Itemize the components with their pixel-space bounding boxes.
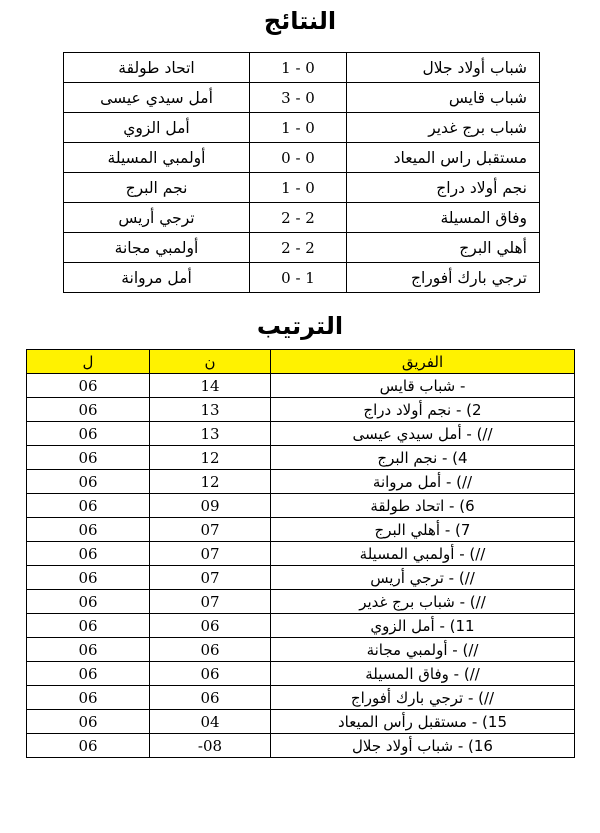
result-row: [64, 53, 540, 83]
standings-team: 2) - نجم أولاد دراج: [271, 398, 575, 422]
standings-team: //) - شباب برج غدير: [271, 590, 575, 614]
standings-points: 13: [150, 422, 271, 446]
standings-played: 06: [27, 566, 150, 590]
standings-team: 7) - أهلي البرج: [271, 518, 575, 542]
result-score: 2 - 2: [250, 233, 347, 263]
standings-row: [27, 614, 575, 638]
standings-points: 09: [150, 494, 271, 518]
standings-row: [27, 686, 575, 710]
standings-header-row: [27, 350, 575, 374]
result-away-team: أمل الزوي: [64, 113, 250, 143]
result-home-team: أهلي البرج: [347, 233, 540, 263]
result-away-team: أمل سيدي عيسى: [64, 83, 250, 113]
standings-points: 06: [150, 614, 271, 638]
result-home-team: نجم أولاد دراج: [347, 173, 540, 203]
standings-row: [27, 446, 575, 470]
result-score: 1 - 0: [250, 173, 347, 203]
standings-points: 07: [150, 566, 271, 590]
result-away-team: ترجي أريس: [64, 203, 250, 233]
standings-row: [27, 710, 575, 734]
standings-points: 07: [150, 518, 271, 542]
standings-played: 06: [27, 614, 150, 638]
standings-team: 16) - شباب أولاد جلال: [271, 734, 575, 758]
standings-team: 11) - أمل الزوي: [271, 614, 575, 638]
standings-played: 06: [27, 470, 150, 494]
result-home-team: مستقبل راس الميعاد: [347, 143, 540, 173]
standings-row: [27, 470, 575, 494]
standings-played: 06: [27, 446, 150, 470]
standings-row: [27, 638, 575, 662]
standings-row: [27, 566, 575, 590]
standings-points: 13: [150, 398, 271, 422]
standings-row: [27, 518, 575, 542]
result-row: [64, 233, 540, 263]
standings-played: 06: [27, 662, 150, 686]
standings-points: 07: [150, 542, 271, 566]
standings-row: [27, 422, 575, 446]
result-away-team: أولمبي مجانة: [64, 233, 250, 263]
result-home-team: وفاق المسيلة: [347, 203, 540, 233]
standings-played: 06: [27, 590, 150, 614]
standings-table: [26, 349, 575, 758]
result-score: 3 - 0: [250, 83, 347, 113]
result-row: [64, 203, 540, 233]
standings-points: -08: [150, 734, 271, 758]
standings-team: //) - أولمبي مجانة: [271, 638, 575, 662]
result-score: 0 - 0: [250, 143, 347, 173]
standings-team: //) - أولمبي المسيلة: [271, 542, 575, 566]
standings-points: 14: [150, 374, 271, 398]
standings-points: 12: [150, 470, 271, 494]
standings-played: 06: [27, 542, 150, 566]
result-away-team: أولمبي المسيلة: [64, 143, 250, 173]
standings-team: 6) - اتحاد طولقة: [271, 494, 575, 518]
standings-played: 06: [27, 494, 150, 518]
result-row: [64, 113, 540, 143]
standings-header: [27, 350, 575, 374]
header-team: الفريق: [271, 350, 575, 374]
standings-body: [27, 374, 575, 758]
header-points: ن: [150, 350, 271, 374]
standings-points: 12: [150, 446, 271, 470]
results-table: [63, 52, 540, 293]
result-home-team: ترجي بارك أفوراج: [347, 263, 540, 293]
standings-row: [27, 494, 575, 518]
standings-played: 06: [27, 638, 150, 662]
standings-team: //) - أمل سيدي عيسى: [271, 422, 575, 446]
standings-team: //) - ترجي بارك أفوراج: [271, 686, 575, 710]
standings-row: [27, 734, 575, 758]
result-score: 0 - 1: [250, 263, 347, 293]
standings-points: 07: [150, 590, 271, 614]
standings-team: //) - أمل مروانة: [271, 470, 575, 494]
standings-row: [27, 398, 575, 422]
result-score: 1 - 0: [250, 113, 347, 143]
standings-played: 06: [27, 398, 150, 422]
standings-points: 06: [150, 686, 271, 710]
standings-row: [27, 590, 575, 614]
standings-played: 06: [27, 734, 150, 758]
standings-team: 15) - مستقبل رأس الميعاد: [271, 710, 575, 734]
standings-points: 06: [150, 638, 271, 662]
standings-team: 4) - نجم البرج: [271, 446, 575, 470]
result-away-team: أمل مروانة: [64, 263, 250, 293]
header-played: ل: [27, 350, 150, 374]
result-score: 1 - 0: [250, 53, 347, 83]
results-title: النتائج: [263, 7, 337, 35]
standings-played: 06: [27, 710, 150, 734]
standings-row: [27, 662, 575, 686]
standings-team: - شباب قايس: [271, 374, 575, 398]
result-row: [64, 83, 540, 113]
result-row: [64, 143, 540, 173]
standings-played: 06: [27, 518, 150, 542]
results-body: [64, 53, 540, 293]
standings-row: [27, 542, 575, 566]
standings-played: 06: [27, 686, 150, 710]
standings-played: 06: [27, 422, 150, 446]
result-home-team: شباب أولاد جلال: [347, 53, 540, 83]
result-home-team: شباب قايس: [347, 83, 540, 113]
result-home-team: شباب برج غدير: [347, 113, 540, 143]
standings-points: 04: [150, 710, 271, 734]
standings-row: [27, 374, 575, 398]
standings-team: //) - ترجي أريس: [271, 566, 575, 590]
standings-played: 06: [27, 374, 150, 398]
result-score: 2 - 2: [250, 203, 347, 233]
result-row: [64, 263, 540, 293]
result-away-team: اتحاد طولقة: [64, 53, 250, 83]
standings-title: الترتيب: [256, 312, 344, 340]
result-away-team: نجم البرج: [64, 173, 250, 203]
result-row: [64, 173, 540, 203]
standings-points: 06: [150, 662, 271, 686]
standings-team: //) - وفاق المسيلة: [271, 662, 575, 686]
